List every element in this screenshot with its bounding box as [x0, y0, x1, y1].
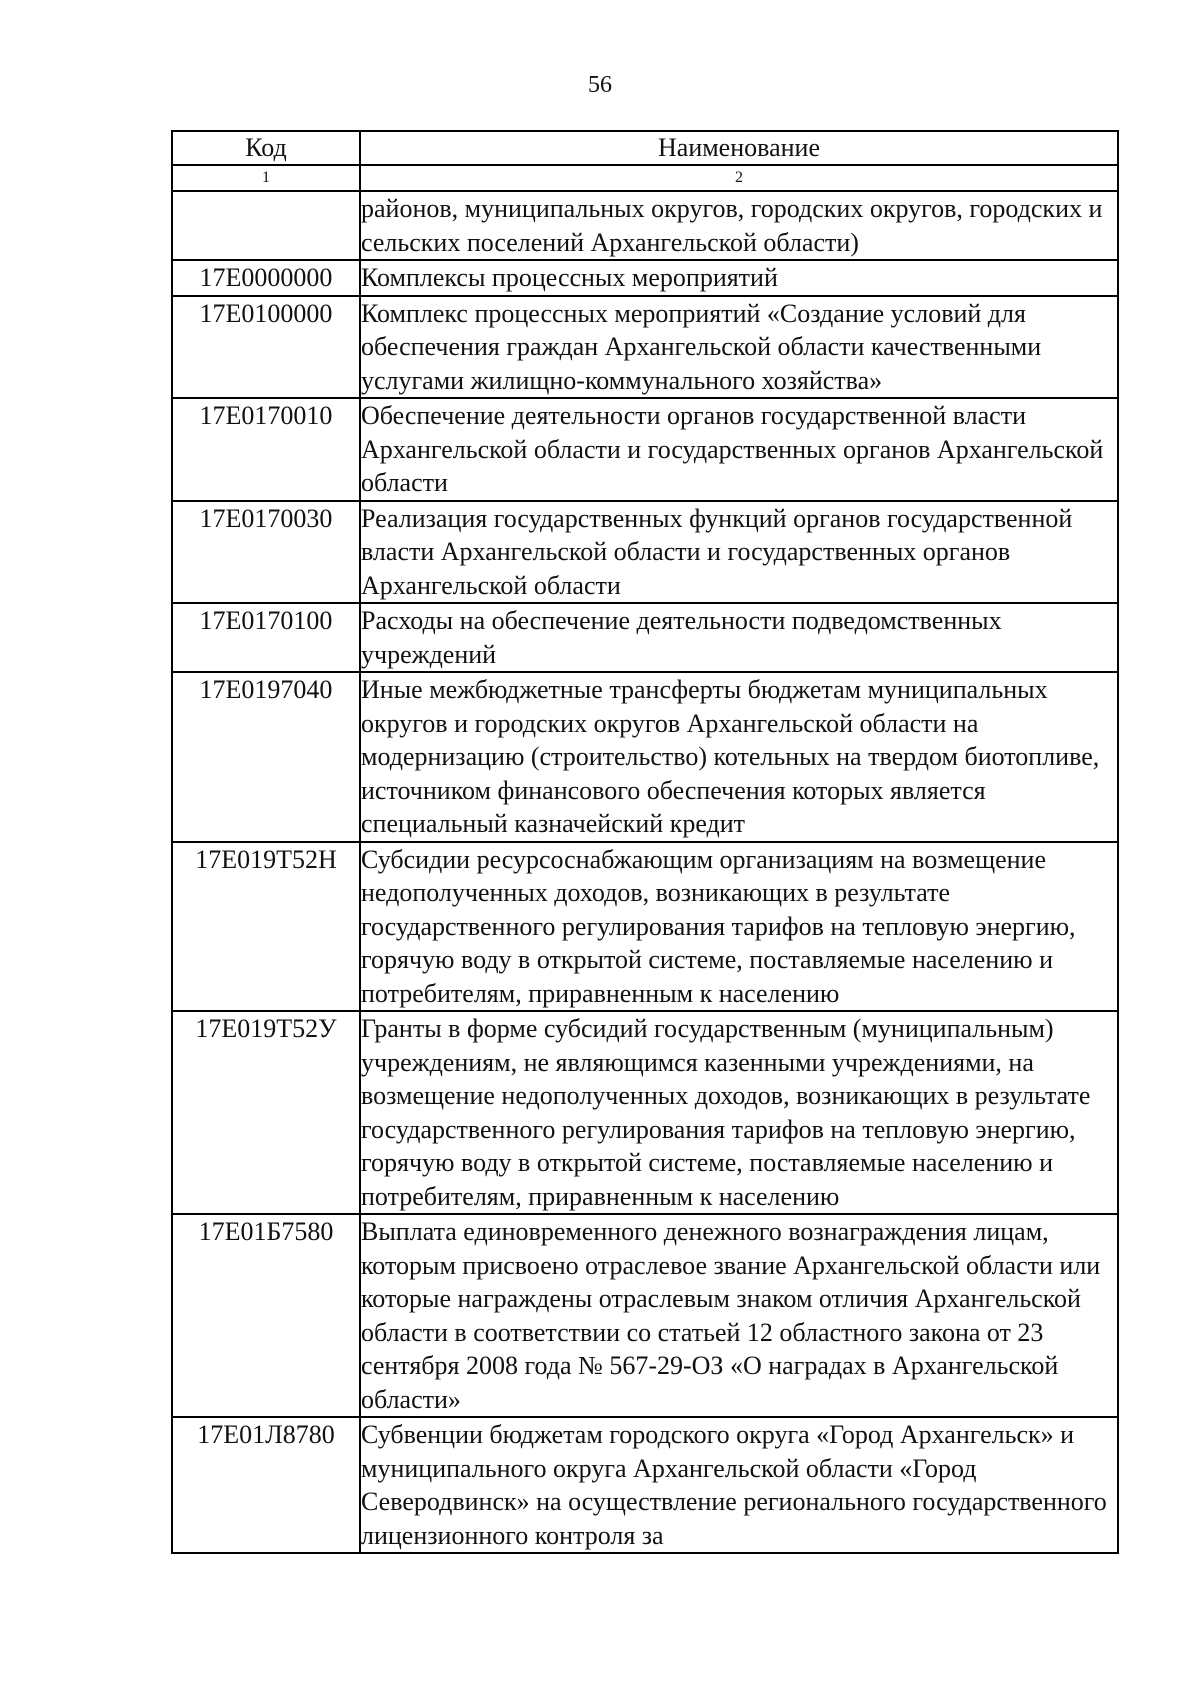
row-name: районов, муниципальных округов, городских округов, городских и сельских поселений Архангельской области) — [360, 191, 1118, 260]
row-code: 17Е0170030 — [172, 501, 360, 604]
row-name: Комплекс процессных мероприятий «Создание условий для обеспечения граждан Архангельской области качественными услугами жилищно-коммунального хозяйства» — [360, 296, 1118, 399]
row-code: 17Е01Б7580 — [172, 1214, 360, 1417]
row-code: 17Е0197040 — [172, 672, 360, 842]
row-code: 17Е0170100 — [172, 603, 360, 672]
row-name: Обеспечение деятельности органов государственной власти Архангельской области и государственных органов Архангельской области — [360, 398, 1118, 501]
column-number-2: 2 — [360, 165, 1118, 191]
row-code — [172, 191, 360, 260]
row-code: 17Е0000000 — [172, 260, 360, 296]
row-name: Расходы на обеспечение деятельности подведомственных учреждений — [360, 603, 1118, 672]
table-row — [172, 260, 1118, 296]
column-number-1: 1 — [172, 165, 360, 191]
row-code: 17Е0170010 — [172, 398, 360, 501]
row-code: 17Е01Л8780 — [172, 1417, 360, 1553]
table-row — [172, 603, 1118, 672]
table-row — [172, 398, 1118, 501]
row-name: Иные межбюджетные трансферты бюджетам муниципальных округов и городских округов Архангельской области на модернизацию (строительство) котельных на твердом биотопливе, источником финансового обеспечения которых является специальный казначейский кредит — [360, 672, 1118, 842]
row-name: Реализация государственных функций органов государственной власти Архангельской области и государственных органов Архангельской области — [360, 501, 1118, 604]
header-name: Наименование — [360, 131, 1118, 165]
column-number-row — [172, 165, 1118, 191]
header-code: Код — [172, 131, 360, 165]
table-row — [172, 1011, 1118, 1214]
table-row — [172, 1417, 1118, 1553]
page-number: 56 — [588, 72, 612, 98]
table-row — [172, 296, 1118, 399]
row-name: Гранты в форме субсидий государственным (муниципальным) учреждениям, не являющимся казенными учреждениями, на возмещение недополученных доходов, возникающих в результате государственного регулирования тарифов на тепловую энергию, горячую воду в открытой системе, поставляемые населению и потребителям, приравненным к населению — [360, 1011, 1118, 1214]
row-name: Выплата единовременного денежного вознаграждения лицам, которым присвоено отраслевое звание Архангельской области или которые награждены отраслевым знаком отличия Архангельской области в соответствии со статьей 12 областного закона от 23 сентября 2008 года № 567-29-ОЗ «О наградах в Архангельской области» — [360, 1214, 1118, 1417]
header-row — [172, 131, 1118, 165]
row-name: Субвенции бюджетам городского округа «Город Архангельск» и муниципального округа Архангельской области «Город Северодвинск» на осуществление регионального государственного лицензионного контроля за — [360, 1417, 1118, 1553]
row-code: 17Е019Т52У — [172, 1011, 360, 1214]
budget-classification-table — [171, 130, 1119, 1554]
row-code: 17Е019Т52Н — [172, 842, 360, 1012]
table-row — [172, 1214, 1118, 1417]
table-row — [172, 842, 1118, 1012]
table-row — [172, 672, 1118, 842]
row-name: Комплексы процессных мероприятий — [360, 260, 1118, 296]
table-row — [172, 191, 1118, 260]
table-row — [172, 501, 1118, 604]
row-name: Субсидии ресурсоснабжающим организациям на возмещение недополученных доходов, возникающих в результате государственного регулирования тарифов на тепловую энергию, горячую воду в открытой системе, поставляемые населению и потребителям, приравненным к населению — [360, 842, 1118, 1012]
row-code: 17Е0100000 — [172, 296, 360, 399]
